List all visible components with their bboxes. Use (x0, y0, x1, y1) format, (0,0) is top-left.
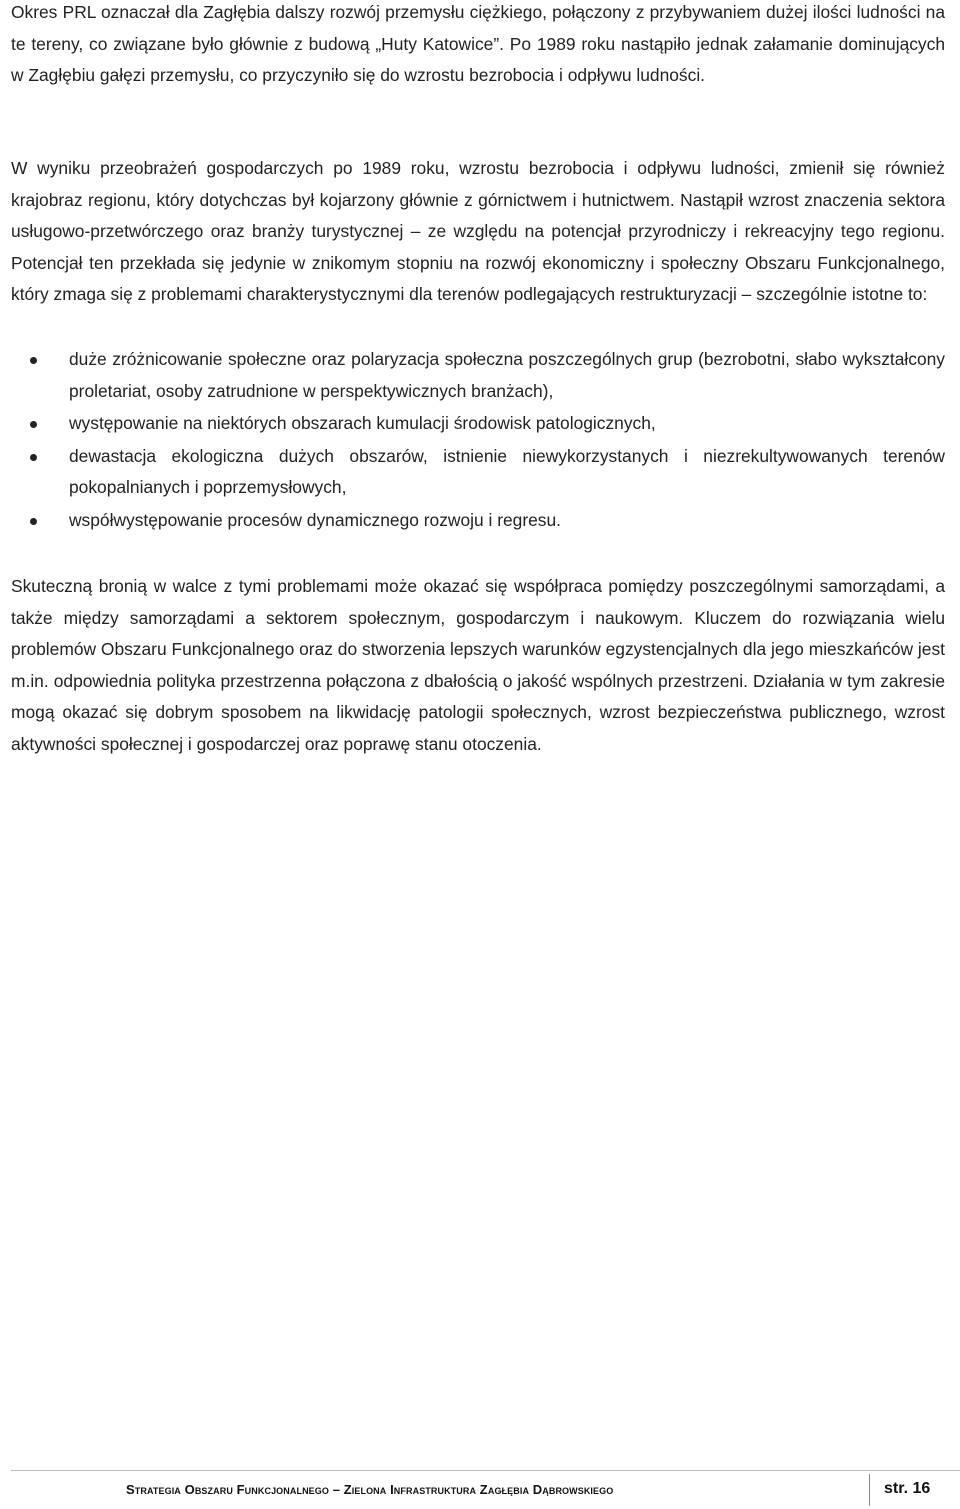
list-item (11, 408, 945, 440)
paragraph-history: Okres PRL oznaczał dla Zagłębia dalszy rozwój przemysłu ciężkiego, połączony z przybywaniem dużej ilości ludności na te tereny, co związane było głównie z budową „Huty Katowice”. Po 1989 roku nastąpiło jednak załamanie dominujących w Zagłębiu gałęzi przemysłu, co przyczyniło się do wzrostu bezrobocia i odpływu ludności. (11, 2, 945, 86)
list-item-text: współwystępowanie procesów dynamicznego rozwoju i regresu. (69, 509, 562, 530)
footer-document-title: Strategia Obszaru Funkcjonalnego – Zielona Infrastruktura Zagłębia Dąbrowskiego (126, 1482, 614, 1497)
paragraph-transformation: W wyniku przeobrażeń gospodarczych po 1989 roku, wzrostu bezrobocia i odpływu ludności, zmienił się również krajobraz regionu, który dotychczas był kojarzony głównie z górnictwem i hutnictwem. Nastąpił wzrost znaczenia sektora usługowo-przetwórczego oraz branży turystycznej – ze względu na potencjał przyrodniczy i rekreacyjny tego regionu. Potencjał ten przekłada się jedynie w znikomym stopniu na rozwój ekonomiczny i społeczny Obszaru Funkcjonalnego, który zmaga się z problemami charakterystycznymi dla terenów podlegających restrukturyzacji – szczególnie istotne to: (11, 158, 945, 305)
list-item (11, 505, 945, 537)
list-item (11, 344, 945, 407)
footer-divider (11, 1470, 960, 1471)
bullet-icon (30, 421, 37, 428)
bullet-icon (30, 518, 37, 525)
page-footer (11, 1474, 960, 1506)
problems-list (11, 344, 945, 538)
bullet-icon (30, 454, 37, 461)
list-item-text: występowanie na niektórych obszarach kumulacji środowisk patologicznych, (69, 413, 656, 434)
bullet-icon (30, 357, 37, 364)
list-item (11, 441, 945, 504)
list-item-text: dewastacja ekologiczna dużych obszarów, istnienie niewykorzystanych i niezrekultywowanych terenów pokopalnianych i poprzemysłowych, (69, 445, 945, 498)
paragraph-cooperation: Skuteczną bronią w walce z tymi problemami może okazać się współpraca pomiędzy poszczególnymi samorządami, a także między samorządami a sektorem społecznym, gospodarczym i naukowym. Kluczem do rozwiązania wielu problemów Obszaru Funkcjonalnego oraz do stworzenia lepszych warunków egzystencjalnych dla jego mieszkańców jest m.in. odpowiednia polityka przestrzenna połączona z dbałością o jakość wspólnych przestrzeni. Działania w tym zakresie mogą okazać się dobrym sposobem na likwidację patologii społecznych, wzrost bezpieczeństwa publicznego, wzrost aktywności społecznej i gospodarczej oraz poprawę stanu otoczenia. (11, 576, 945, 754)
footer-page-number: str. 16 (884, 1480, 931, 1497)
list-item-text: duże zróżnicowanie społeczne oraz polaryzacja społeczna poszczególnych grup (bezrobotni, słabo wykształcony proletariat, osoby zatrudnione w perspektywicznych branżach), (69, 349, 945, 401)
footer-separator (869, 1474, 870, 1506)
